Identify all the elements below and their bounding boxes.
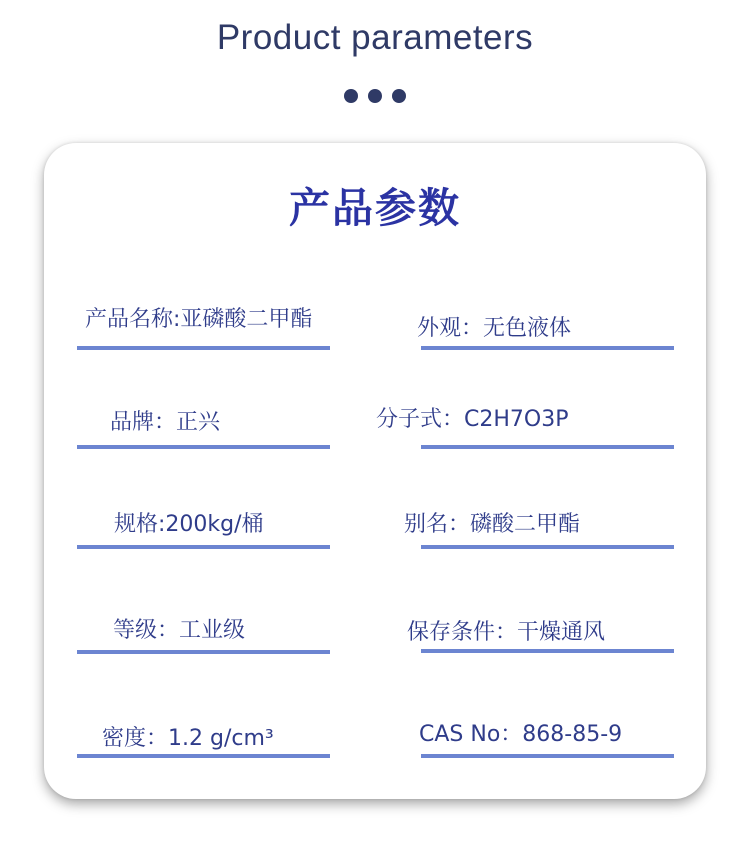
param-appearance-text: 外观：无色液体: [417, 316, 572, 341]
parameters-card: [44, 143, 706, 799]
decorative-dots: [0, 89, 750, 103]
param-underline: [77, 545, 330, 549]
param-brand-text: 品牌：正兴: [110, 410, 221, 435]
param-underline: [421, 346, 674, 350]
dot-icon: [344, 89, 358, 103]
param-underline: [77, 445, 330, 449]
param-alias-text: 别名：磷酸二甲酯: [404, 512, 581, 537]
param-formula-text: 分子式：C2H7O3P: [376, 407, 569, 432]
param-spec-text: 规格:200kg/桶: [114, 512, 264, 537]
param-underline: [421, 754, 674, 758]
param-underline: [77, 650, 330, 654]
param-storage-text: 保存条件：干燥通风: [407, 620, 606, 645]
param-grade-text: 等级：工业级: [113, 618, 246, 643]
param-cas-text: CAS No：868-85-9: [419, 722, 623, 747]
dot-icon: [392, 89, 406, 103]
param-density-text: 密度：1.2 g/cm³: [102, 726, 274, 751]
param-underline: [421, 445, 674, 449]
param-product-name-text: 产品名称:亚磷酸二甲酯: [85, 307, 313, 332]
dot-icon: [368, 89, 382, 103]
param-underline: [77, 754, 330, 758]
param-underline: [77, 346, 330, 350]
card-title: 产品参数: [289, 184, 461, 232]
page-title: Product parameters: [216, 18, 534, 57]
param-underline: [421, 649, 674, 653]
param-underline: [421, 545, 674, 549]
